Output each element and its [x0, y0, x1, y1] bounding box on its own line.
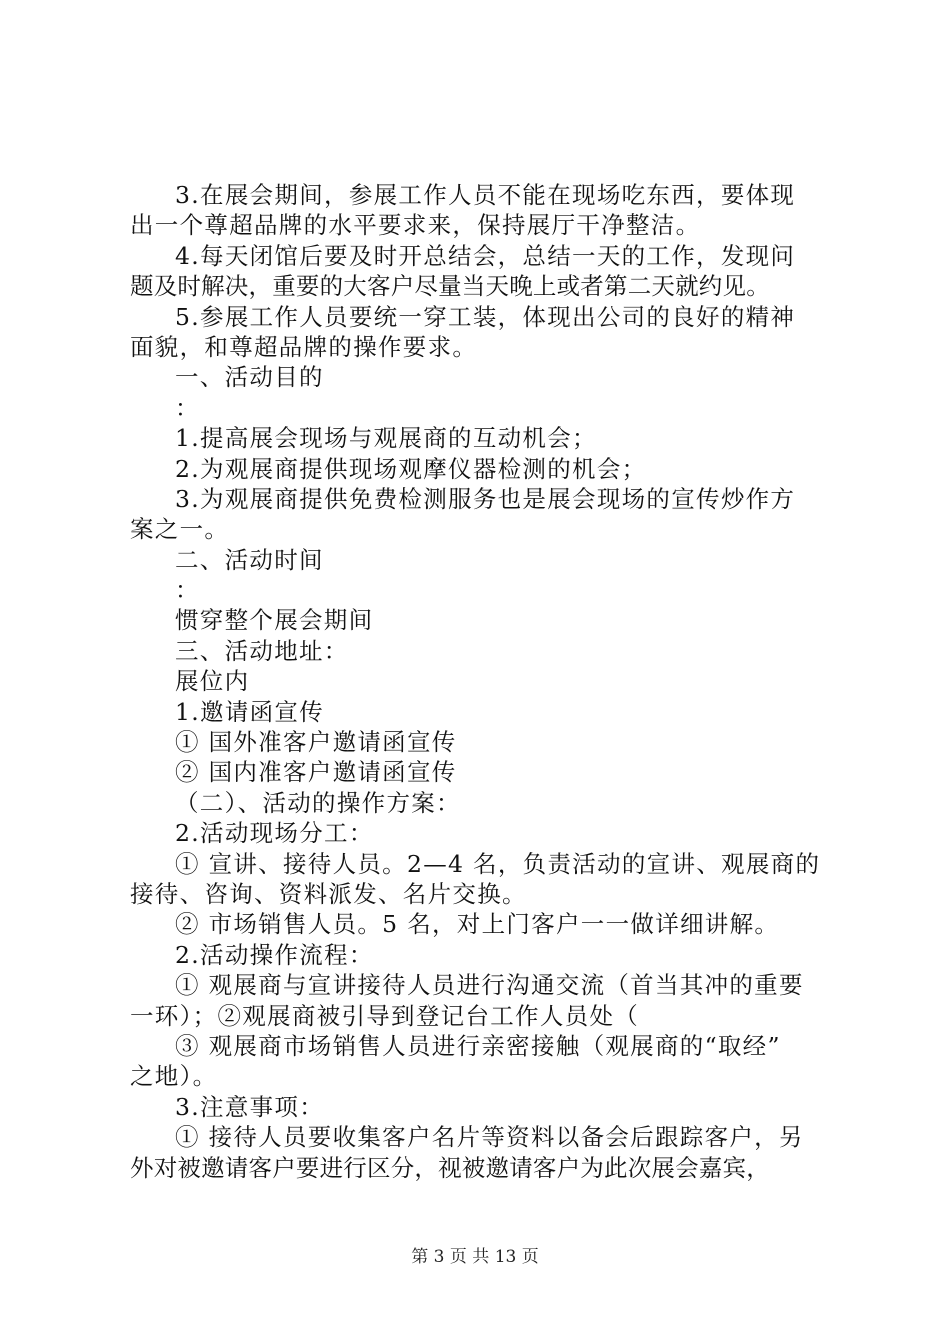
list-item: ② 市场销售人员。5 名，对上门客户一一做详细讲解。	[175, 910, 780, 939]
page-number-footer: 第 3 页 共 13 页	[411, 1247, 539, 1267]
paragraph-line: 展位内	[175, 667, 250, 696]
paragraph-line: 出一个尊超品牌的水平要求来，保持展厅干净整洁。	[130, 211, 701, 240]
paragraph-line: 惯穿整个展会期间	[175, 606, 374, 635]
paragraph-line: 之地）。	[130, 1062, 218, 1091]
list-item: ① 观展商与宣讲接待人员进行沟通交流（首当其冲的重要	[175, 971, 804, 1000]
section-heading: 三、活动地址：	[175, 636, 349, 665]
list-item: ① 国外准客户邀请函宣传	[175, 728, 457, 757]
list-item: ① 接待人员要收集客户名片等资料以备会后跟踪客户，另	[175, 1123, 804, 1152]
paragraph-line: 5.参展工作人员要统一穿工装，体现出公司的良好的精神	[175, 302, 796, 331]
paragraph-line: 接待、咨询、资料派发、名片交换。	[130, 879, 527, 908]
list-item: 2.活动操作流程：	[175, 940, 374, 969]
list-item: ① 宣讲、接待人员。2—4 名，负责活动的宣讲、观展商的	[175, 849, 821, 878]
section-heading: 一、活动目的	[175, 363, 324, 392]
document-body	[130, 180, 835, 1183]
list-item: 2.活动现场分工：	[175, 819, 374, 848]
paragraph-line: 题及时解决，重要的大客户尽量当天晚上或者第二天就约见。	[130, 272, 770, 301]
paragraph-line: ：	[175, 576, 200, 605]
paragraph-line: 面貌，和尊超品牌的操作要求。	[130, 332, 478, 361]
paragraph-line: ：	[175, 393, 200, 422]
list-item: ③ 观展商市场销售人员进行亲密接触（观展商的“取经”	[175, 1031, 781, 1060]
list-item: ② 国内准客户邀请函宣传	[175, 758, 457, 787]
list-item: 2.为观展商提供现场观摩仪器检测的机会；	[175, 454, 647, 483]
list-item: 1.提高展会现场与观展商的互动机会；	[175, 424, 597, 453]
paragraph-line: 3.在展会期间，参展工作人员不能在现场吃东西，要体现	[175, 181, 796, 209]
paragraph-line: 4.每天闭馆后要及时开总结会，总结一天的工作，发现问	[175, 241, 796, 270]
list-item: 3.为观展商提供免费检测服务也是展会现场的宣传炒作方	[175, 484, 796, 513]
paragraph-line: 一环）；②观展商被引导到登记台工作人员处（	[130, 1001, 640, 1030]
section-heading: 二、活动时间	[175, 545, 324, 574]
list-item: 1.邀请函宣传	[175, 697, 325, 726]
section-heading: （二）、活动的操作方案：	[175, 788, 461, 817]
list-item: 3.注意事项：	[175, 1092, 325, 1121]
paragraph-line: 外对被邀请客户要进行区分，视被邀请客户为此次展会嘉宾，	[130, 1153, 770, 1182]
paragraph-line: 案之一。	[130, 515, 230, 544]
